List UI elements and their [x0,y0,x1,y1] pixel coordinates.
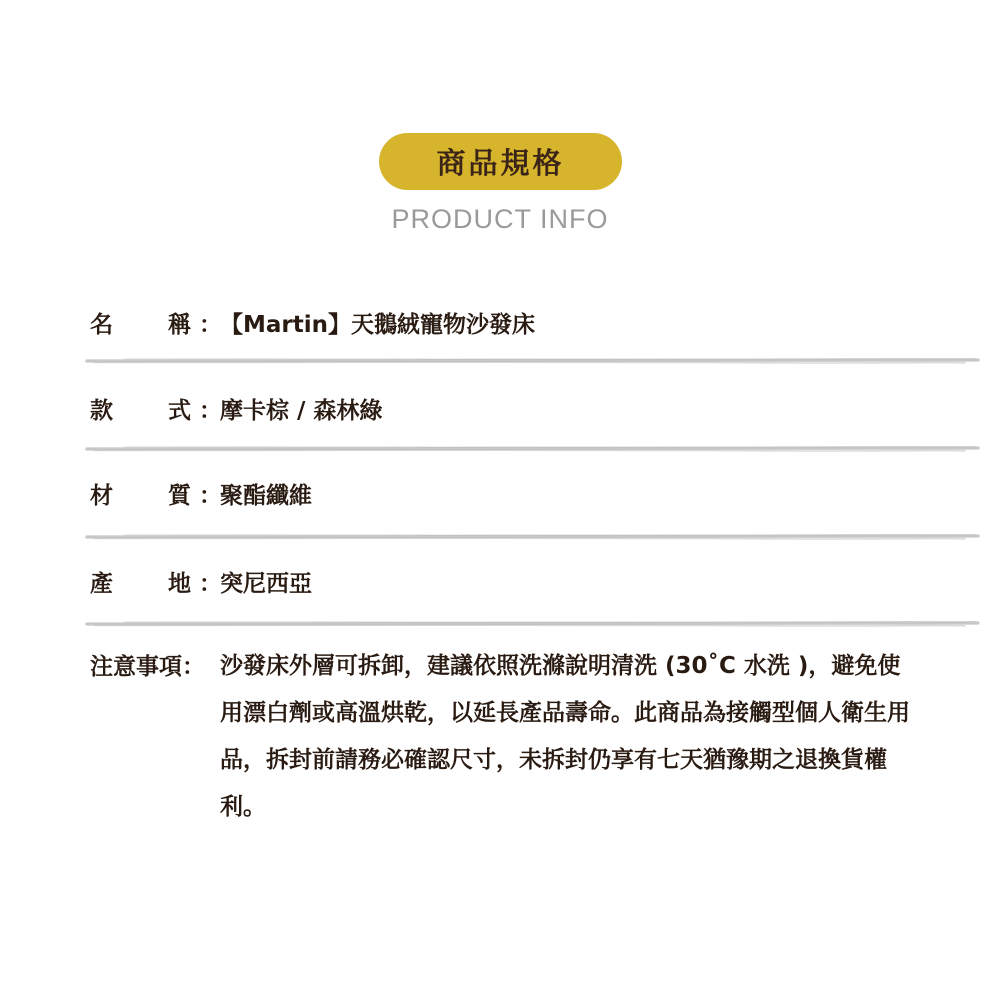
spec-label-char-1: 產 [90,571,113,597]
spec-label-char-1: 款 [90,398,113,424]
divider-brush-line [95,450,965,451]
spec-label-char-2: 質 [168,483,191,509]
row-divider [85,531,980,543]
divider-brush-line [95,362,965,363]
row-divider [85,355,980,367]
spec-label-char-2: 稱 [168,312,191,338]
divider-brush-line [95,625,965,626]
row-divider [85,618,980,630]
spec-label-char-2: 式 [168,398,191,424]
spec-value: 摩卡棕 / 森林綠 [220,398,383,424]
row-divider [85,443,980,455]
divider-brush-line [87,536,978,537]
spec-colon: ： [199,571,222,597]
spec-colon: ： [199,312,222,338]
divider-stroke [85,531,980,543]
divider-brush-line [125,622,975,623]
spec-value: 聚酯纖維 [220,483,312,509]
spec-value: 【Martin】天鵝絨寵物沙發床 [220,312,536,338]
spec-label-char-1: 材 [90,483,113,509]
divider-brush-line [87,360,978,361]
notes-text: 沙發床外層可拆卸，建議依照洗滌說明清洗 (30˚C 水洗 )，避免使用漂白劑或高溫烘乾，以延長產品壽命。此商品為接觸型個人衛生用品，拆封前請務必確認尺寸，未拆封仍享有七天猶豫期之退換貨權利。 [220,653,910,820]
notes-label: 注意事項： [90,654,205,680]
section-title-badge [379,133,622,190]
divider-stroke [85,355,980,367]
divider-stroke [85,618,980,630]
section-title: 商品規格 [436,146,565,180]
spec-colon: ： [199,398,222,424]
divider-brush-line [87,448,978,449]
divider-brush-line [87,623,978,624]
divider-brush-line [125,447,975,448]
divider-brush-line [125,535,975,536]
spec-value: 突尼西亞 [220,571,312,597]
section-subtitle: PRODUCT INFO [391,204,609,234]
spec-colon: ： [199,483,222,509]
divider-stroke [85,443,980,455]
spec-label-char-2: 地 [168,571,191,597]
spec-label-char-1: 名 [90,312,113,338]
divider-brush-line [125,359,975,360]
divider-brush-line [95,538,965,539]
